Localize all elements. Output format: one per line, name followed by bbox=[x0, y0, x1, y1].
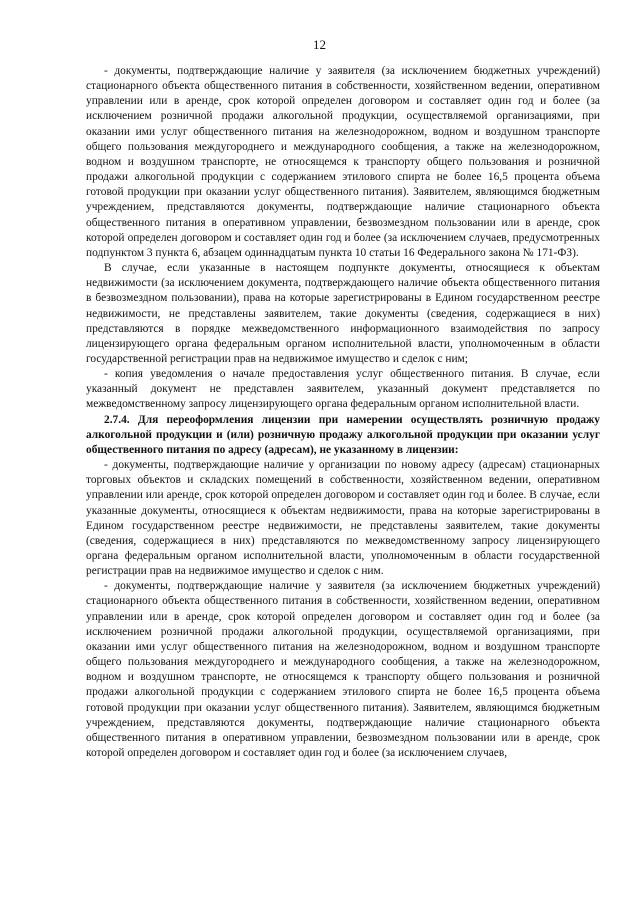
paragraph-notification-copy: - копия уведомления о начале предоставления услуг общественного питания. В случае, если указанный документ не представлен заявителем, указанный документ представляется по межведомственному запросу лицензирующего органа федеральным органом исполнительной власти. bbox=[86, 368, 600, 411]
page-number: 12 bbox=[313, 37, 326, 52]
paragraph-catering-premises-documents: - документы, подтверждающие наличие у заявителя (за исключением бюджетных учреждений) стационарного объекта общественного питания в собственности, хозяйственном ведении, оперативном управлении или в аренде, срок которой определен договором и составляет один год и более (за исключением розничной продажи алкогольной продукции, осуществляемой организациями, при оказании ими услуг общественного питания на железнодорожном, водном и воздушном транспорте общего пользования междугороднего и международного сообщения, а также на железнодорожном, водном и воздушном транспорте, не относящемся к транспорту общего пользования и розничной продажи алкогольной продукции с содержанием этилового спирта не более 16,5 процента объема готовой продукции при оказании услуг общественного питания). Заявителем, являющимся бюджетным учреждением, представляются документы, подтверждающие наличие стационарного объекта общественного питания в оперативном управлении, безвозмездном пользовании или в аренде, срок которой определен договором и составляет один год и более (за исключением случаев, bbox=[86, 580, 600, 760]
paragraph-new-address-documents: - документы, подтверждающие наличие у организации по новому адресу (адресам) стационарных торговых объектов и складских помещений в собственности, хозяйственном ведении, оперативном управлении или аренде, срок которой определен договором и составляет один год и более. В случае, если указанные документы, относящиеся к объектам недвижимости, права на которые зарегистрированы в Едином государственном реестре недвижимости, не представлены заявителем, такие документы (сведения, содержащиеся в них) представляются по межведомственному запросу лицензирующего органа федеральным органом исполнительной власти, уполномоченным в области государственной регистрации прав на недвижимое имущество и сделок с ним. bbox=[86, 459, 600, 578]
paragraph-premises-documents: - документы, подтверждающие наличие у заявителя (за исключением бюджетных учреждений) стационарного объекта общественного питания в собственности, хозяйственном ведении, оперативном управлении или в аренде, срок которой определен договором и составляет один год и более (за исключением розничной продажи алкогольной продукции, осуществляемой организациями, при оказании ими услуг общественного питания на железнодорожном, водном и воздушном транспорте общего пользования междугороднего и международного сообщения, а также на железнодорожном, водном и воздушном транспорте, не относящемся к транспорту общего пользования и розничной продажи алкогольной продукции с содержанием этилового спирта не более 16,5 процента объема готовой продукции при оказании услуг общественного питания). Заявителем, являющимся бюджетным учреждением, представляются документы, подтверждающие наличие стационарного объекта общественного питания в оперативном управлении, безвозмездном пользовании или в аренде, срок которой определен договором и составляет один год и более (за исключением случаев, предусмотренных подпунктом 3 пункта 6, абзацем одиннадцатым пункта 10 статьи 16 Федерального закона № 171-ФЗ). bbox=[86, 65, 600, 259]
document-body bbox=[86, 64, 600, 761]
section-heading-2-7-4: 2.7.4. Для переоформления лицензии при намерении осуществлять розничную продажу алкогольной продукции и (или) розничную продажу алкогольной продукции при оказании услуг общественного питания по адресу (адресам), не указанному в лицензии: bbox=[86, 413, 600, 456]
paragraph-interagency-request: В случае, если указанные в настоящем подпункте документы, относящиеся к объектам недвижимости (за исключением документа, подтверждающего наличие объекта общественного питания в безвозмездном пользовании), права на которые зарегистрированы в Едином государственном реестре недвижимости, не представлены заявителем, такие документы (сведения, содержащиеся в них) представляются в порядке межведомственного информационного взаимодействия по запросу лицензирующего органа федеральным органом исполнительной власти, уполномоченным в области государственной регистрации прав на недвижимое имущество и сделок с ним; bbox=[86, 262, 600, 365]
